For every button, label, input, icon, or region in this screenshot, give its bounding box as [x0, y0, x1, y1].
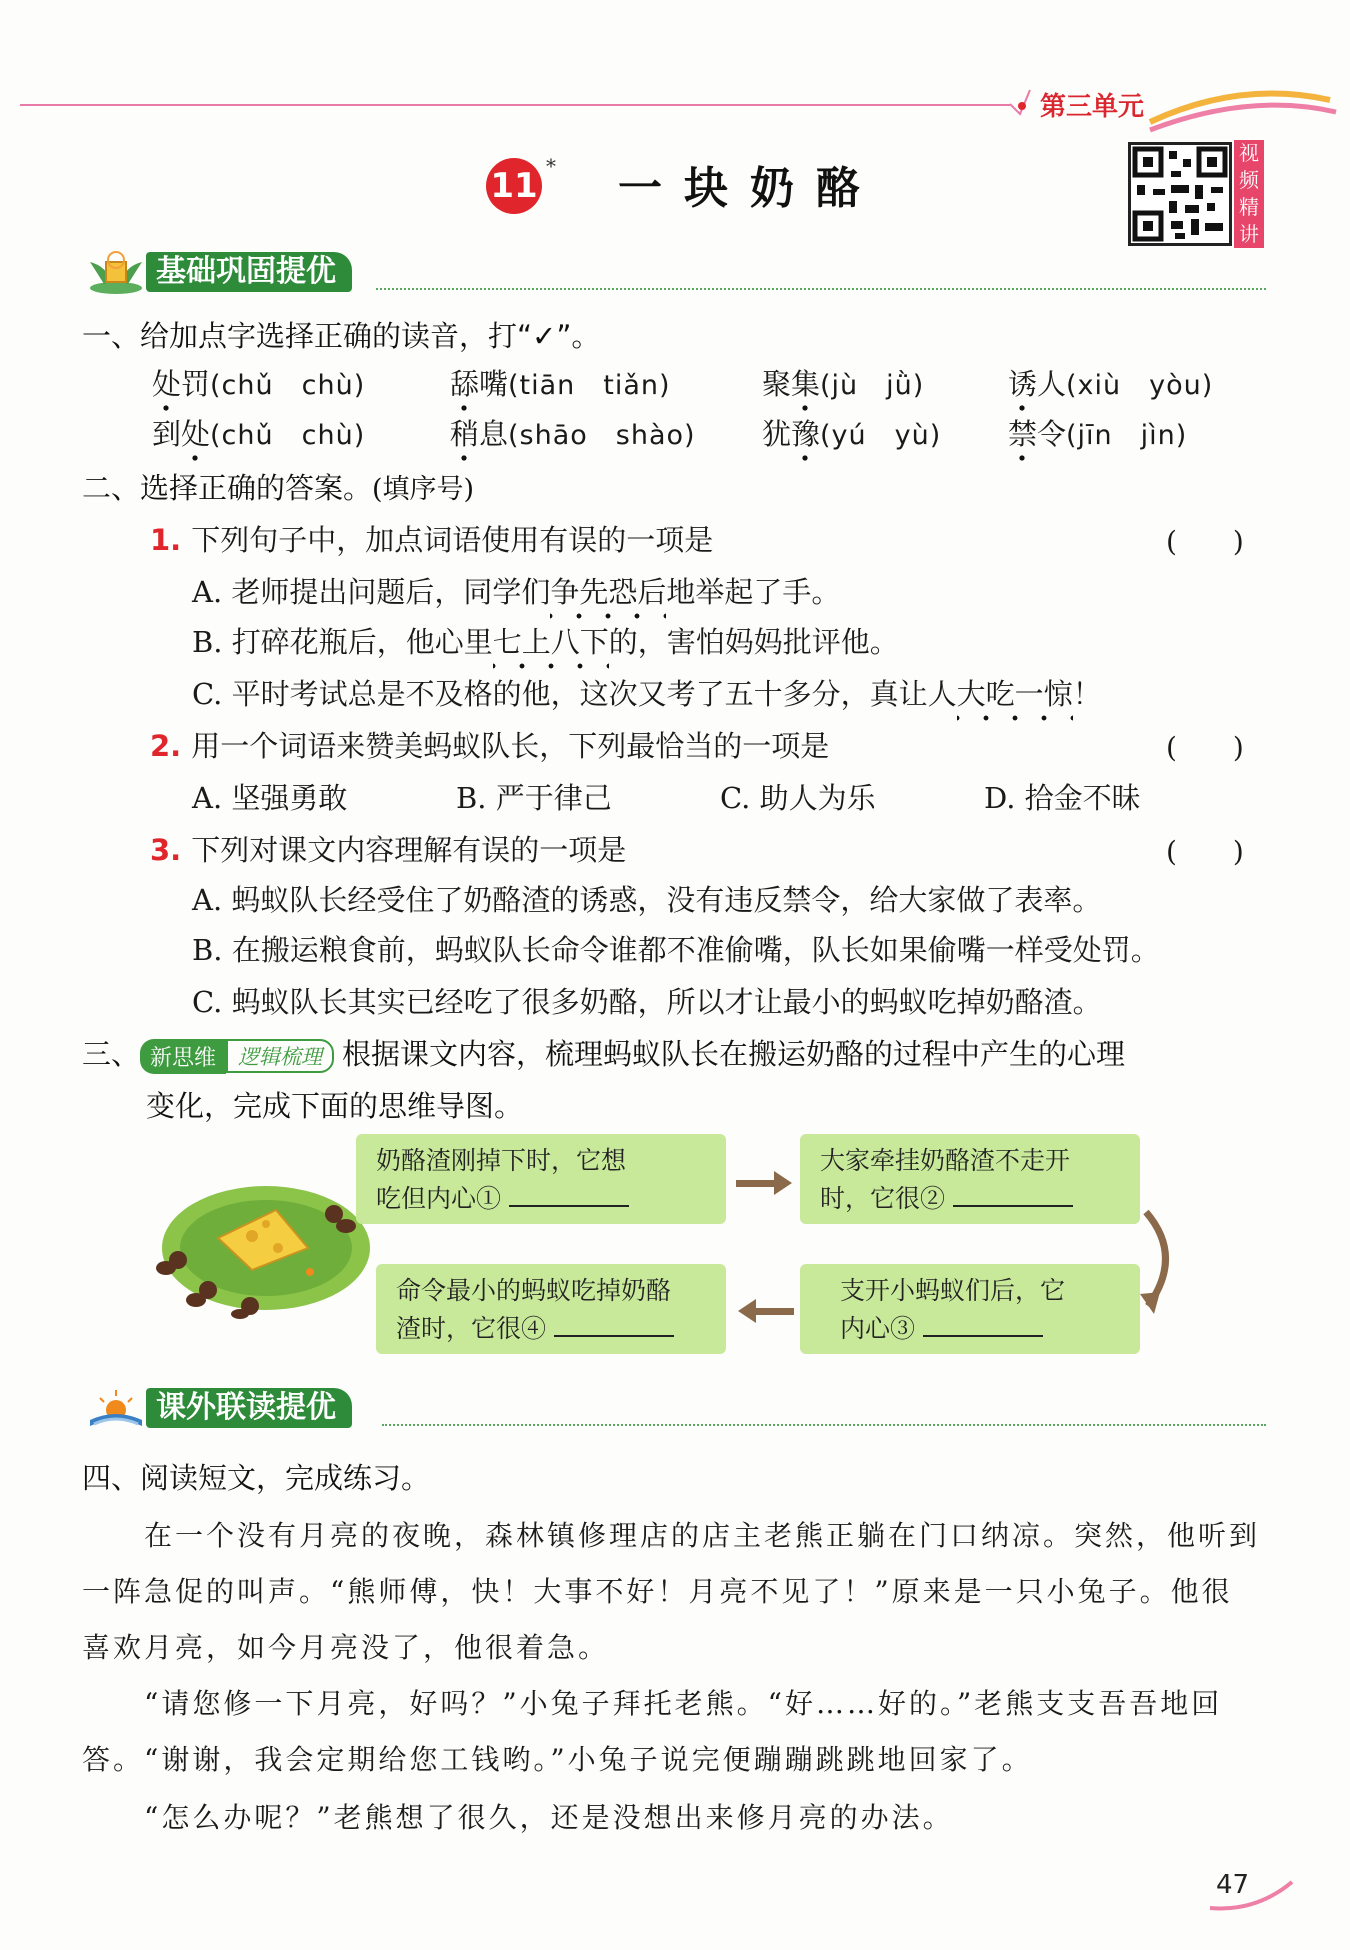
mindmap-box-1 — [356, 1134, 726, 1224]
sub-question-1 — [150, 518, 713, 559]
section-title: 课外联读提优 — [146, 1388, 352, 1428]
choice-a: A. 坚强勇敢 — [192, 781, 348, 815]
header-rule — [20, 104, 1010, 106]
option-dotted-phrase: 大吃一惊 — [957, 677, 1073, 723]
lesson-title: 一块奶酪 — [618, 163, 882, 214]
sub-question-stem: 下列句子中，加点词语使用有误的一项是 — [191, 523, 714, 557]
page-number: 47 — [1216, 1870, 1250, 1900]
mindmap-box-line: 大家牵挂奶酪渣不走开 — [820, 1146, 1071, 1175]
option-text: 的，害怕妈妈批评他。 — [608, 625, 899, 659]
question-3-text: 根据课文内容，梳理蚂蚁队长在搬运奶酪的过程中产生的心理 — [342, 1037, 1126, 1071]
sub-question-number: 1. — [150, 523, 182, 557]
logic-badge: 逻辑梳理 — [226, 1039, 334, 1073]
option-row — [192, 620, 899, 661]
answer-paren[interactable]: ( ) — [1166, 731, 1244, 764]
mindmap-box-4 — [376, 1264, 726, 1354]
pinyin-item — [762, 412, 941, 453]
option-text: B. 打碎花瓶后，他心里 — [192, 625, 493, 659]
pinyin-word: 稍息 — [450, 417, 508, 463]
arrow-left-icon — [736, 1296, 796, 1326]
pinyin-word: 犹豫 — [762, 417, 820, 463]
pinyin-options: (jù jǜ) — [820, 370, 925, 401]
mindmap-box-prompt: 内心③ — [840, 1314, 916, 1343]
question-3-heading — [82, 1032, 1125, 1074]
pinyin-item — [1008, 362, 1213, 403]
pinyin-item — [152, 362, 365, 403]
passage-paragraph-1: 在一个没有月亮的夜晚，森林镇修理店的店主老熊正躺在门口纳凉。突然，他听到一阵急促的叫声。“熊师傅，快！大事不好！月亮不见了！”原来是一只小兔子。他很喜欢月亮，如今月亮没了，他很着急。 — [82, 1519, 1261, 1664]
lesson-number-badge: 11 — [486, 158, 542, 214]
section-title: 基础巩固提优 — [146, 252, 352, 292]
mindmap-box-line — [396, 1310, 706, 1348]
mindmap-box-prompt: 时，它很② — [820, 1184, 946, 1213]
option-text: A. 老师提出问题后，同学们 — [192, 575, 551, 609]
pinyin-options: (yú yù) — [820, 420, 942, 451]
option-row: B. 在搬运粮食前，蚂蚁队长命令谁都不准偷嘴，队长如果偷嘴一样受处罚。 — [192, 933, 1160, 967]
mindmap-box-prompt: 吃但内心① — [376, 1184, 502, 1213]
answer-blank-2[interactable] — [953, 1183, 1073, 1207]
pinyin-word: 聚集 — [762, 367, 820, 413]
answer-blank-4[interactable] — [554, 1313, 674, 1337]
sub-question-2 — [150, 724, 829, 765]
answer-paren[interactable]: ( ) — [1166, 835, 1244, 868]
mindmap-box-line — [376, 1180, 706, 1218]
question-2-note: (填序号) — [372, 474, 475, 505]
mindmap-box-line — [840, 1310, 1120, 1348]
pinyin-options: (xiù yòu) — [1066, 370, 1214, 401]
video-lecture-tag — [1234, 140, 1264, 248]
answer-blank-3[interactable] — [923, 1313, 1043, 1337]
lesson-star: * — [546, 154, 556, 178]
pinyin-options: (tiān tiǎn) — [508, 370, 671, 401]
sub-question-3 — [150, 828, 626, 869]
banner-rule — [376, 288, 1266, 290]
question-2-heading — [82, 466, 474, 507]
answer-paren[interactable]: ( ) — [1166, 525, 1244, 558]
pinyin-options: (shāo shào) — [508, 420, 696, 451]
qr-side-char: 视 — [1239, 141, 1259, 165]
pinyin-options: (chǔ chù) — [210, 420, 366, 451]
mindmap-box-line — [820, 1180, 1120, 1218]
pinyin-item — [152, 412, 365, 453]
question-3-prefix: 三、 — [82, 1037, 141, 1071]
option-text: ！ — [1072, 677, 1102, 711]
ants-cheese-illustration — [148, 1150, 374, 1320]
option-text: C. 平时考试总是不及格的他，这次又考了五十多分，真让人 — [192, 677, 957, 711]
option-row — [192, 570, 840, 611]
section-banner-reading — [86, 1384, 1266, 1432]
pinyin-item — [450, 362, 671, 403]
option-row — [192, 672, 1102, 713]
question-3-text-2: 变化，完成下面的思维导图。 — [146, 1089, 524, 1123]
choice-b: B. 严于律己 — [456, 781, 612, 815]
qr-side-char: 频 — [1239, 168, 1259, 192]
option-row: C. 蚂蚁队长其实已经吃了很多奶酪，所以才让最小的蚂蚁吃掉奶酪渣。 — [192, 985, 1102, 1019]
pinyin-options: (chǔ chù) — [210, 370, 366, 401]
pinyin-item — [762, 362, 924, 403]
pinyin-options: (jīn jìn) — [1066, 420, 1188, 451]
pinyin-item — [450, 412, 696, 453]
qr-side-char: 讲 — [1239, 222, 1259, 246]
pinyin-word: 禁令 — [1008, 417, 1066, 463]
new-thinking-badge: 新思维 — [140, 1039, 226, 1074]
sub-question-stem: 下列对课文内容理解有误的一项是 — [191, 833, 627, 867]
answer-blank-1[interactable] — [509, 1183, 629, 1207]
section-banner-basic — [86, 248, 1266, 296]
question-1-heading: 一、给加点字选择正确的读音，打“✓”。 — [82, 319, 601, 353]
mindmap-box-line: 支开小蚂蚁们后，它 — [840, 1276, 1066, 1305]
pinyin-word: 诱人 — [1008, 367, 1066, 413]
pinyin-item — [1008, 412, 1187, 453]
option-dotted-phrase: 七上八下 — [493, 625, 609, 671]
book-sunrise-icon — [86, 1384, 146, 1432]
pinyin-word: 舔嘴 — [450, 367, 508, 413]
passage-paragraph-3: “怎么办呢？”老熊想了很久，还是没想出来修月亮的办法。 — [82, 1801, 954, 1834]
mindmap-box-2 — [800, 1134, 1140, 1224]
sub-question-number: 3. — [150, 833, 182, 867]
pinyin-word: 到处 — [152, 417, 210, 463]
choice-d: D. 拾金不昧 — [984, 781, 1141, 815]
arrow-right-icon — [734, 1168, 794, 1198]
option-text: 地举起了手。 — [666, 575, 841, 609]
passage-paragraph-2: “请您修一下月亮，好吗？”小兔子拜托老熊。“好……好的。”老熊支支吾吾地回答。“谢谢，我会定期给您工钱哟。”小兔子说完便蹦蹦跳跳地回家了。 — [82, 1687, 1223, 1776]
option-dotted-phrase: 争先恐后 — [550, 575, 666, 621]
pinyin-word: 处罚 — [152, 367, 210, 413]
arrow-curve-icon — [1140, 1206, 1186, 1316]
mindmap-box-3 — [800, 1264, 1140, 1354]
qr-code-icon[interactable] — [1128, 142, 1232, 246]
plant-box-icon — [86, 248, 146, 296]
sub-question-number: 2. — [150, 729, 182, 763]
qr-side-char: 精 — [1239, 195, 1259, 219]
mindmap-box-line: 奶酪渣刚掉下时，它想 — [376, 1146, 627, 1175]
banner-rule — [382, 1424, 1266, 1426]
sub-question-stem: 用一个词语来赞美蚂蚁队长，下列最恰当的一项是 — [191, 729, 830, 763]
mindmap-box-prompt: 渣时，它很④ — [396, 1314, 547, 1343]
option-row: A. 蚂蚁队长经受住了奶酪渣的诱惑，没有违反禁令，给大家做了表率。 — [192, 883, 1102, 917]
unit-label: 第三单元 — [1040, 92, 1145, 122]
question-4-heading: 四、阅读短文，完成练习。 — [82, 1461, 431, 1495]
mindmap-box-line: 命令最小的蚂蚁吃掉奶酪 — [396, 1276, 672, 1305]
choice-c: C. 助人为乐 — [720, 781, 876, 815]
question-2-text: 二、选择正确的答案。 — [82, 471, 373, 505]
